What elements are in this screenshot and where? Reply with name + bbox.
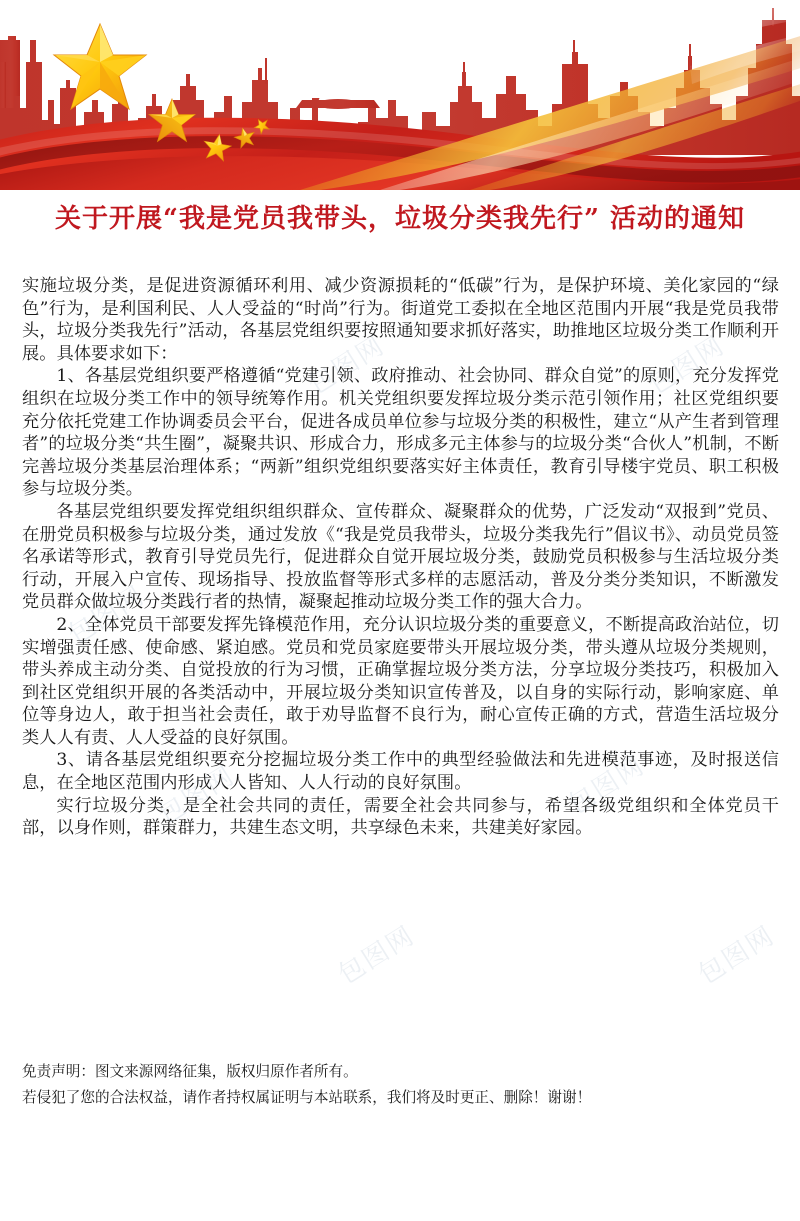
watermark: 包图网: [693, 920, 781, 991]
footer-disclaimer: [22, 1059, 779, 1111]
paragraph-item-1-cont: 各基层党组织要发挥党组织组织群众、宣传群众、凝聚群众的优势，广泛发动“双报到”党员、在册党员积极参与垃圾分类，通过发放《“我是党员我带头，垃圾分类我先行”倡议书》、动员党员签名承诺等形式，教育引导党员先行，促进群众自觉开展垃圾分类，鼓励党员积极参与生活垃圾分类行动，开展入户宣传、现场指导、投放监督等形式多样的志愿活动，普及分类分类知识，不断激发党员群众做垃圾分类践行者的热情，凝聚起推动垃圾分类工作的强大合力。: [22, 501, 779, 613]
watermark: 包图网: [303, 330, 391, 401]
header-banner: [0, 0, 800, 190]
watermark: 包图网: [563, 750, 651, 821]
paragraph-intro: 实施垃圾分类，是促进资源循环利用、减少资源损耗的“低碳”行为，是保护环境、美化家园的“绿色”行为，是利国利民、人人受益的“时尚”行为。街道党工委拟在全地区范围内开展“我是党员我带头，垃圾分类我先行”活动，各基层党组织要按照通知要求抓好落实，助推地区垃圾分类工作顺利开展。具体要求如下：: [22, 276, 779, 364]
paragraph-item-1: 1、各基层党组织要严格遵循“党建引领、政府推动、社会协同、群众自觉”的原则，充分发挥党组织在垃圾分类工作中的领导统筹作用。机关党组织要发挥垃圾分类示范引领作用；社区党组织要充分依托党建工作协调委员会平台，促进各成员单位参与垃圾分类的积极性，建立“从产生者到管理者”的垃圾分类“共生圈”，凝聚共识、形成合力，形成多元主体参与的垃圾分类“合伙人”机制，不断完善垃圾分类基层治理体系；“两新”组织党组织要落实好主体责任，教育引导楼宇党员、职工积极参与垃圾分类。: [22, 366, 779, 500]
watermark: 包图网: [153, 760, 241, 831]
disclaimer-line-2: 若侵犯了您的合法权益，请作者持权属证明与本站联系，我们将及时更正、删除！谢谢！: [22, 1089, 592, 1106]
watermark: 包图网: [333, 920, 421, 991]
paragraph-closing: 实行垃圾分类，是全社会共同的责任，需要全社会共同参与，希望各级党组织和全体党员干部，以身作则，群策群力，共建生态文明，共享绿色未来，共建美好家园。: [22, 795, 779, 839]
page-title: 关于开展“我是党员我带头，垃圾分类我先行” 活动的通知: [55, 204, 745, 234]
watermark: 包图网: [63, 580, 151, 651]
watermark: 包图网: [433, 570, 521, 641]
watermark: 包图网: [643, 330, 731, 401]
document-body: [22, 275, 779, 840]
paragraph-item-3: 3、请各基层党组织要充分挖掘垃圾分类工作中的典型经验做法和先进模范事迹，及时报送信息，在全地区范围内形成人人皆知、人人行动的良好氛围。: [22, 750, 779, 794]
disclaimer-line-1: 免责声明：图文来源网络征集，版权归原作者所有。: [22, 1063, 358, 1080]
paragraph-item-2: 2、全体党员干部要发挥先锋模范作用，充分认识垃圾分类的重要意义，不断提高政治站位，切实增强责任感、使命感、紧迫感。党员和党员家庭要带头开展垃圾分类，带头遵从垃圾分类规则，带头养成主动分类、自觉投放的行为习惯，正确掌握垃圾分类方法，分享垃圾分类技巧，积极加入到社区党组织开展的各类活动中，开展垃圾分类知识宣传普及，以自身的实际行动，影响家庭、单位等身边人，敢于担当社会责任，敢于劝导监督不良行为，耐心宣传正确的方式，营造生活垃圾分类人人有责、人人受益的良好氛围。: [22, 614, 779, 748]
